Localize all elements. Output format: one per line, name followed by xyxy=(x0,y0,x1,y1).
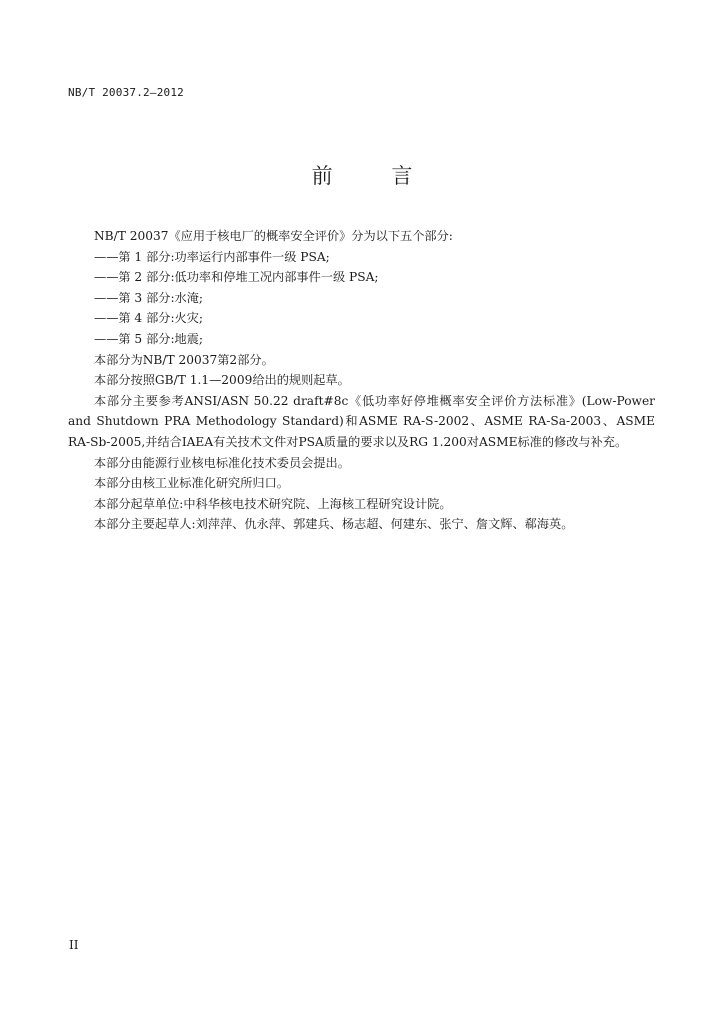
paragraph-proposed-by: 本部分由能源行业核电标准化技术委员会提出。 xyxy=(94,455,350,470)
list-item-part-1: ——第 1 部分:功率运行内部事件一级 PSA; xyxy=(94,249,330,264)
paragraph-centralized-by: 本部分由核工业标准化研究所归口。 xyxy=(94,476,289,491)
paragraph-references: 本部分主要参考ANSI/ASN 50.22 draft#8c《低功率好停堆概率安全评价方法标准》(Low-Power and Shutdown PRA Methodology Standard)和ASME RA-S-2002、ASME RA-Sa-2003、ASME RA-Sb-2005,并结合IAEA有关技术文件对PSA质量的要求以及RG 1.200对ASME标准的修改与补充。 xyxy=(68,393,655,449)
paragraph-drafting-units: 本部分起草单位:中科华核电技术研究院、上海核工程研究设计院。 xyxy=(94,496,452,511)
list-item-part-3: ——第 3 部分:水淹; xyxy=(94,290,204,305)
page-number: II xyxy=(69,938,79,952)
preface-body xyxy=(68,226,655,535)
preface-title: 前 言 xyxy=(311,164,439,188)
paragraph-this-part: 本部分为NB/T 20037第2部分。 xyxy=(94,352,274,367)
list-item-part-5: ——第 5 部分:地震; xyxy=(94,331,204,346)
document-code: NB/T 20037.2—2012 xyxy=(68,86,184,99)
paragraph-parts-intro: NB/T 20037《应用于核电厂的概率安全评价》分为以下五个部分: xyxy=(94,229,453,243)
list-item-part-2: ——第 2 部分:低功率和停堆工况内部事件一级 PSA; xyxy=(94,270,379,285)
paragraph-drafting-rules: 本部分按照GB/T 1.1—2009给出的规则起草。 xyxy=(94,373,350,388)
paragraph-drafters: 本部分主要起草人:刘萍萍、仇永萍、郭建兵、杨志超、何建东、张宁、詹文辉、郗海英。 xyxy=(94,517,574,532)
list-item-part-4: ——第 4 部分:火灾; xyxy=(94,311,204,326)
